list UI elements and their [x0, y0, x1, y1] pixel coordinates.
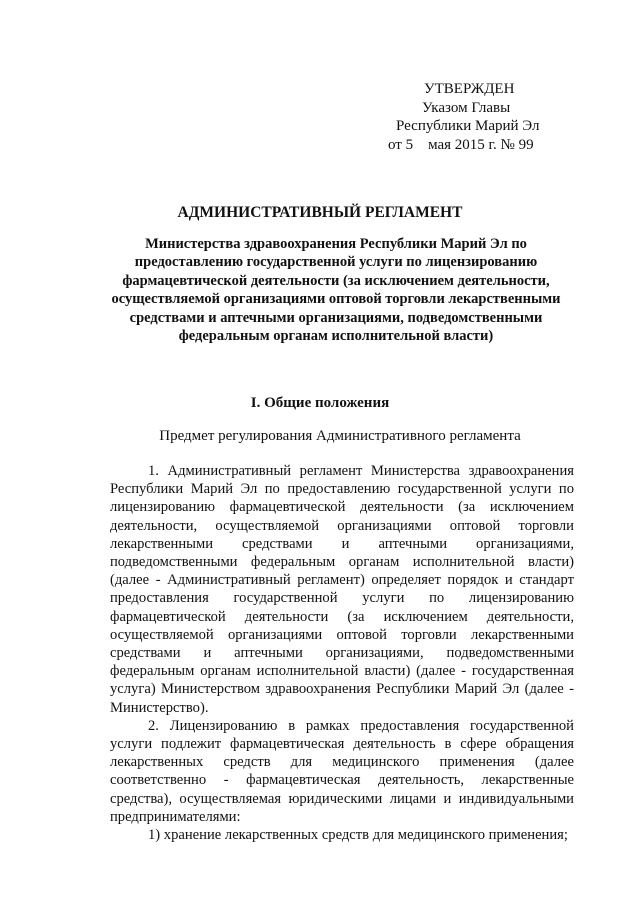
section-heading: I. Общие положения — [250, 395, 390, 411]
document-subtitle: Министерства здравоохранения Республики Марий Эл по предоставлению государственной услуги по лицензированию фармацевтической деятельности (за исключением деятельности, осуществляемой организациями оптовой торговли лекарственными средствами и аптечными организациями, подведомственными федеральным органам исполнительной власти) — [111, 236, 561, 345]
paragraph-3: 1) хранение лекарственных средств для медицинского применения; — [148, 827, 568, 844]
approval-authority: Республики Марий Эл — [396, 118, 540, 134]
paragraph-2: 2. Лицензированию в рамках предоставления государственной услуги подлежит фармацевтическая деятельность в сфере обращения лекарственных средств для медицинского применения (далее соответственно - фармацевтическая деятельность, лекарственные средства), осуществляемая юридическими лицами и индивидуальными предпринимателями: — [110, 717, 574, 825]
approval-title: УТВЕРЖДЕН — [424, 81, 515, 97]
subject-heading: Предмет регулирования Административного регламента — [159, 428, 521, 444]
approval-by: Указом Главы — [422, 99, 511, 116]
approval-stamp — [388, 80, 588, 154]
document-title: АДМИНИСТРАТИВНЫЙ РЕГЛАМЕНТ — [177, 204, 463, 221]
paragraph-1: 1. Административный регламент Министерства здравоохранения Республики Марий Эл по предоставлению государственной услуги по лицензированию фармацевтической деятельности (за исключением деятельности, осуществляемой организациями оптовой торговли лекарственными средствами и аптечными организациями, подведомственными федеральным органам исполнительной власти) (далее - Административный регламент) определяет порядок и стандарт предоставления государственной услуги по лицензированию фармацевтической деятельности (за исключением деятельности, осуществляемой организациями оптовой торговли лекарственными средствами и аптечными организациями, подведомственными федеральным органам исполнительной власти) (далее - государственная услуга) Министерством здравоохранения Республики Марий Эл (далее - Министерство). — [110, 463, 574, 716]
approval-date: от 5 мая 2015 г. № 99 — [388, 136, 534, 153]
document-body — [110, 462, 574, 844]
